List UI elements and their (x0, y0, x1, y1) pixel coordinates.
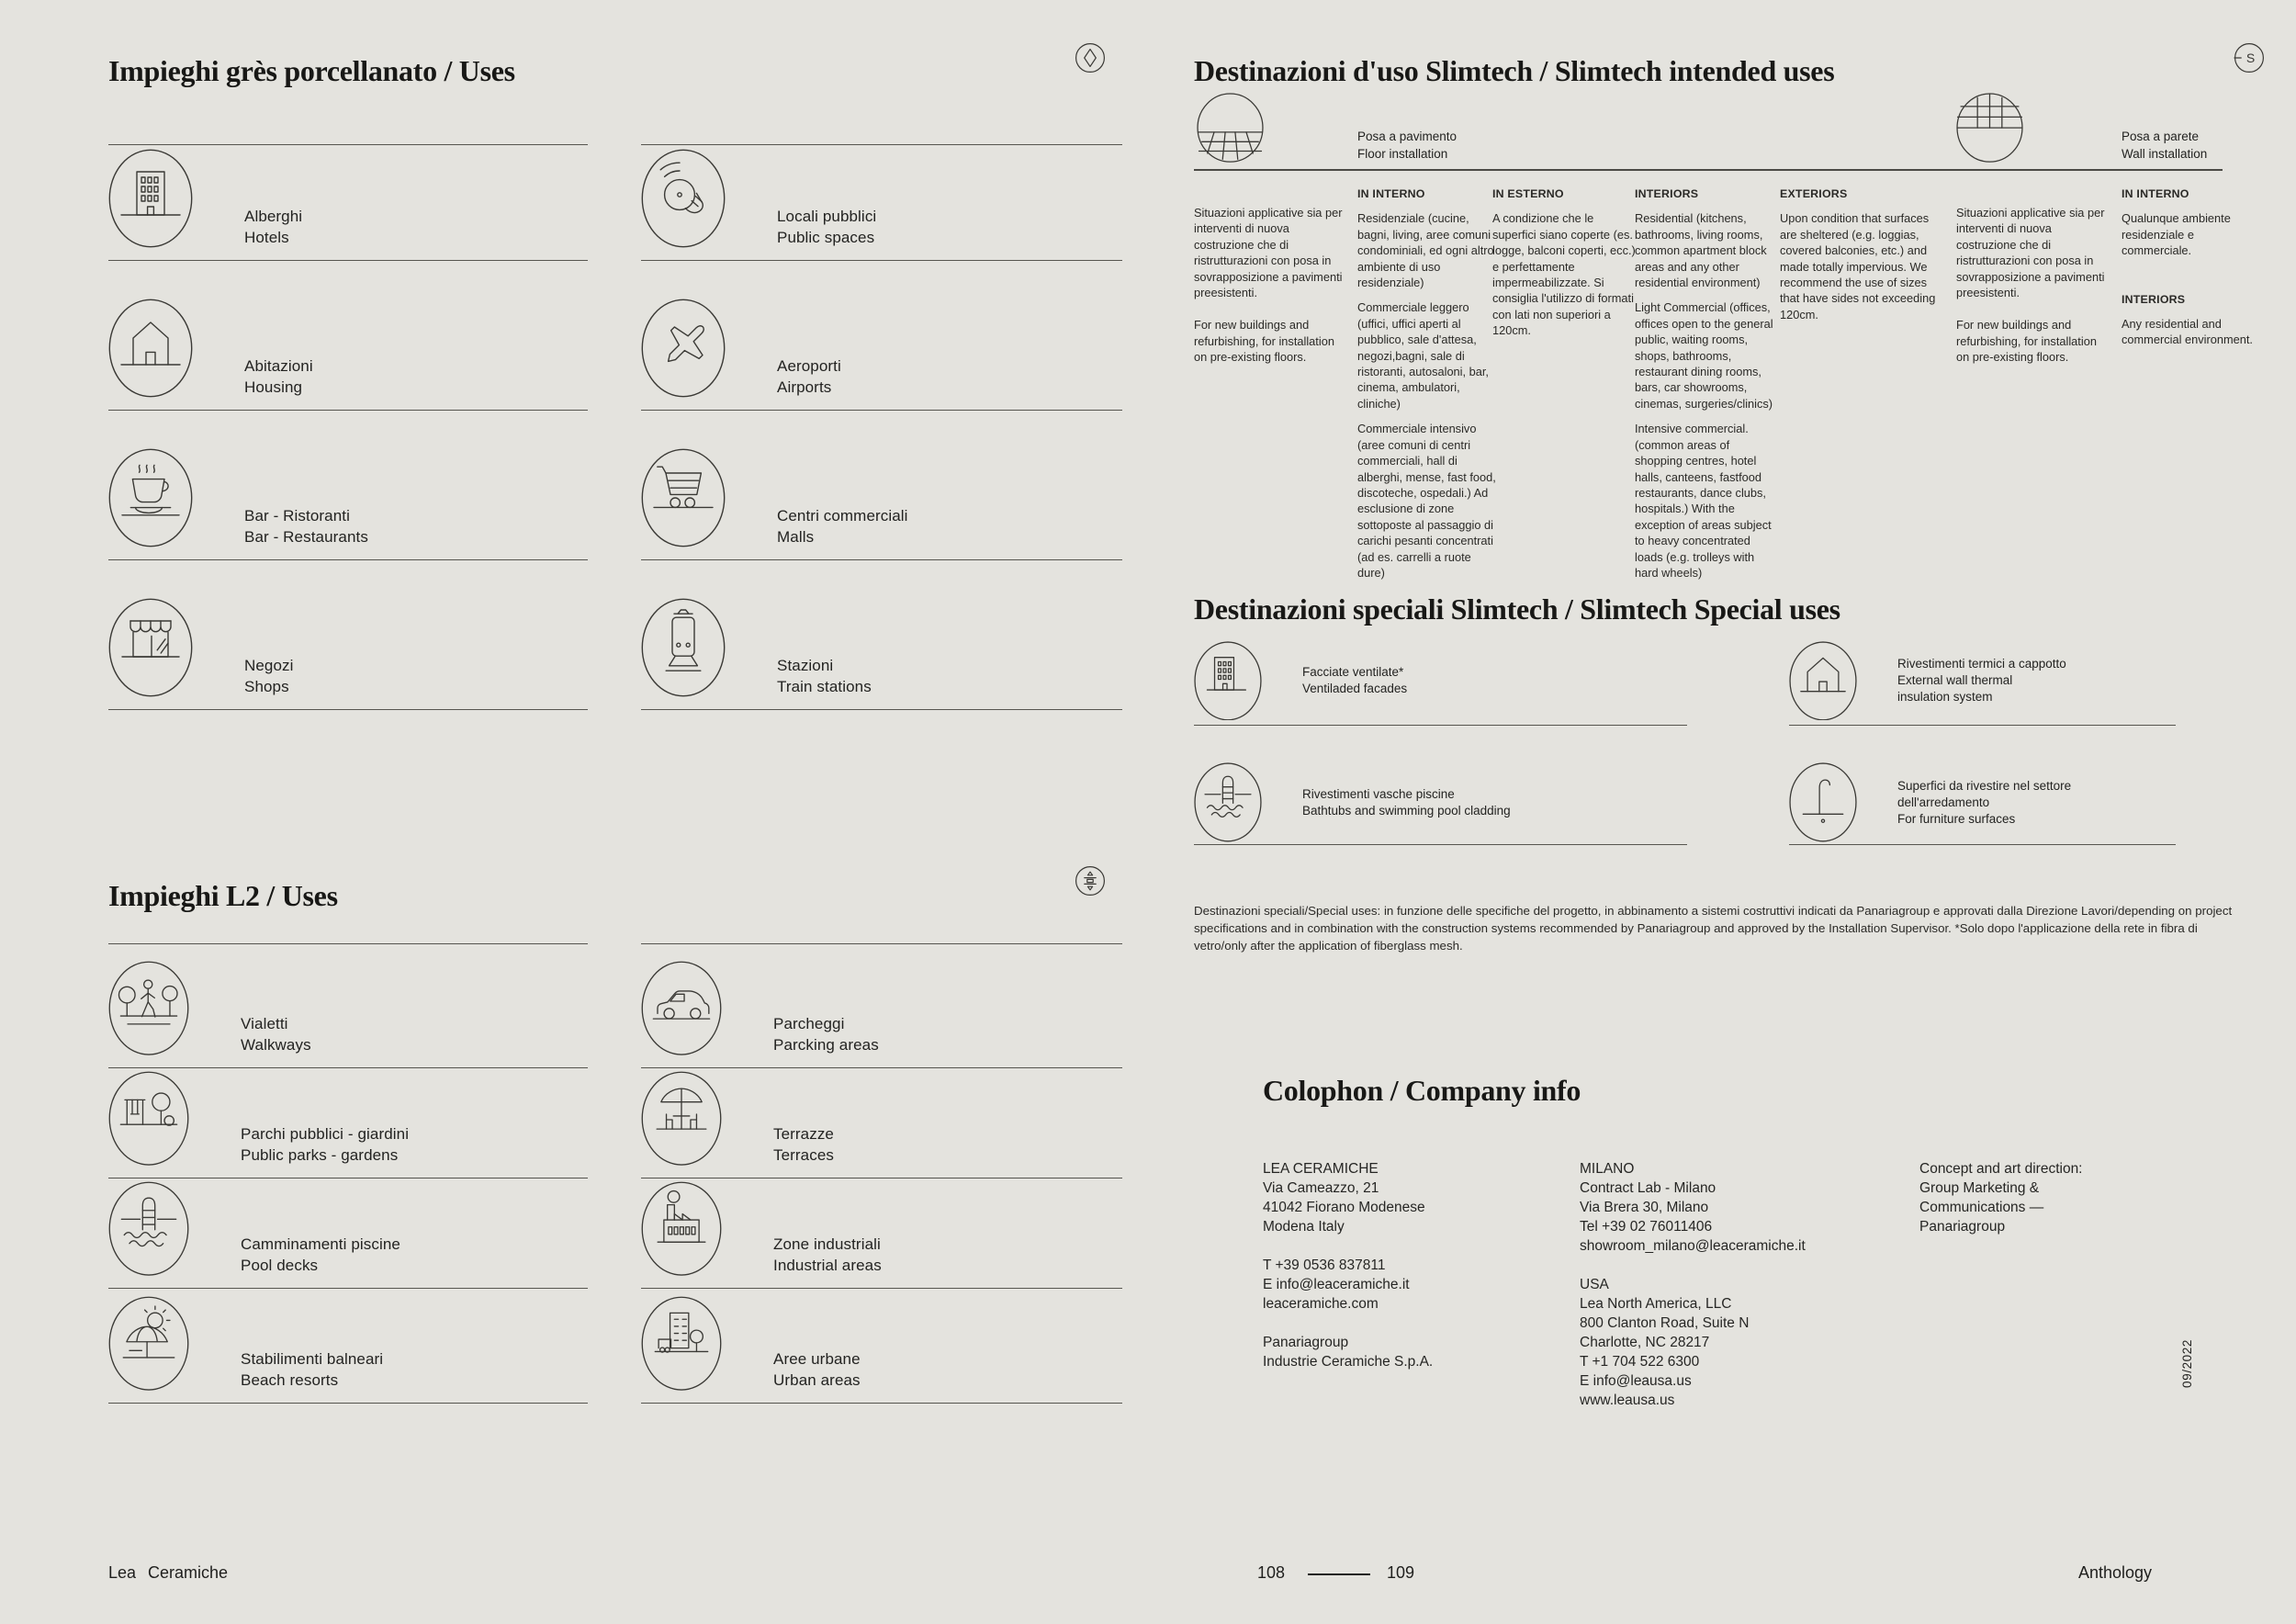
colophon-line: leaceramiche.com (1263, 1296, 1379, 1312)
special-label-line: Rivestimenti termici a cappotto (1897, 657, 2066, 671)
use-item-labels (241, 1235, 400, 1276)
use-label-it: Stazioni (777, 657, 834, 674)
colophon-line: Charlotte, NC 28217 (1580, 1335, 1710, 1350)
wall-label-en: Wall installation (2122, 147, 2208, 161)
special-item-labels (1302, 786, 1511, 819)
column-paragraph: Upon condition that surfaces are sheltered (e.g. loggias, covered balconies, etc.) and made totally impervious. We recommend the use of sizes that have sides not exceeding 120cm. (1780, 211, 1936, 321)
page-number-left: 108 (1257, 1563, 1286, 1582)
colophon-line: Group Marketing & (1919, 1180, 2040, 1196)
colophon-line: Modena Italy (1263, 1219, 1345, 1235)
use-label-it: Aree urbane (773, 1350, 861, 1368)
city-buildings-icon (641, 1296, 722, 1391)
use-item-labels (241, 1349, 383, 1391)
column-paragraph: Situazioni applicative sia per interventi di nuova costruzione che di ristrutturazioni con posa in sovrapposizione a pavimenti preesistenti. (1956, 206, 2105, 300)
use-label-en: Industrial areas (773, 1256, 882, 1274)
use-label-en: Pool decks (241, 1256, 319, 1274)
colophon-line: MILANO (1580, 1161, 1635, 1177)
colophon-column-locations (1580, 1159, 1896, 1410)
use-label-it: Aeroporti (777, 357, 841, 375)
use-item (641, 560, 1122, 710)
column-paragraph: Commerciale leggero (uffici, uffici aperti al pubblico, sale d'attesa, negozi,bagni, sale di ristoranti, autosaloni, bar, cinema, ambulatori, cliniche) (1357, 300, 1489, 411)
pavement-icon (1075, 865, 1106, 897)
use-label-it: Centri commerciali (777, 507, 908, 524)
use-label-en: Shops (244, 677, 289, 695)
use-item-labels (773, 1235, 882, 1276)
diamond-icon (1075, 42, 1106, 73)
colophon-line: T +39 0536 837811 (1263, 1257, 1386, 1273)
special-item-thermal-insulation (1789, 637, 2176, 726)
use-label-it: Zone industriali (773, 1235, 881, 1253)
footer-edition: Anthology (2078, 1563, 2153, 1582)
public-spaces-icon (641, 149, 726, 248)
wall-intro-column (1956, 186, 2108, 388)
use-item-labels (777, 506, 908, 547)
storefront-icon (108, 598, 193, 697)
column-header: EXTERIORS (1780, 187, 1848, 200)
special-item-pool-cladding (1194, 761, 1687, 845)
use-item (641, 411, 1122, 560)
colophon-line (1263, 1236, 1557, 1256)
use-label-it: Terrazze (773, 1125, 834, 1143)
colophon-line: Via Cameazzo, 21 (1263, 1180, 1379, 1196)
use-label-it: Alberghi (244, 208, 303, 225)
use-item-labels (244, 656, 294, 697)
wall-label-it: Posa a parete (2122, 130, 2200, 143)
use-label-it: Parcheggi (773, 1015, 845, 1032)
use-item (108, 560, 588, 710)
use-item (641, 261, 1122, 411)
beach-umbrella-icon (108, 1296, 189, 1391)
airplane-icon (641, 299, 726, 398)
colophon-line: Communications — (1919, 1200, 2044, 1215)
special-label-line: For furniture surfaces (1897, 811, 2016, 826)
special-label-line: dell'arredamento (1897, 795, 1990, 809)
use-item (108, 411, 588, 560)
parasol-table-icon (641, 1071, 722, 1166)
floor-installation-label (1357, 128, 1457, 163)
use-item (641, 144, 1122, 261)
section-title-gres-uses: Impieghi grès porcellanato / Uses (108, 54, 515, 88)
colophon-line: Lea North America, LLC (1580, 1296, 1732, 1312)
use-label-en: Housing (244, 378, 303, 396)
colophon-line: USA (1580, 1277, 1609, 1292)
colophon-line: T +1 704 522 6300 (1580, 1354, 1700, 1370)
special-label-line: Bathtubs and swimming pool cladding (1302, 803, 1511, 818)
use-item (108, 144, 588, 261)
use-label-it: Bar - Ristoranti (244, 507, 350, 524)
use-label-en: Bar - Restaurants (244, 527, 368, 546)
use-label-en: Malls (777, 527, 815, 546)
train-icon (641, 598, 726, 697)
column-paragraph: A condizione che le superfici siano coperte (es. logge, balconi coperti, ecc.) e perfettamente impermeabilizzate. Si consiglia l'utilizzo di formati con lati non superiori a 120cm. (1492, 211, 1636, 338)
use-label-it: Camminamenti piscine (241, 1235, 400, 1253)
special-label-line: Facciate ventilate* (1302, 665, 1404, 679)
use-item-labels (777, 207, 876, 248)
special-item-labels (1302, 664, 1407, 697)
colophon-line: 800 Clanton Road, Suite N (1580, 1315, 1750, 1331)
use-label-en: Hotels (244, 228, 289, 246)
use-label-en: Train stations (777, 677, 872, 695)
use-item-labels (241, 1014, 311, 1055)
special-label-line: Rivestimenti vasche piscine (1302, 786, 1455, 801)
ventilated-facade-icon (1194, 641, 1262, 721)
colophon-column-headquarters (1263, 1159, 1557, 1371)
section-title-l2-uses: Impieghi L2 / Uses (108, 879, 338, 913)
use-label-it: Stabilimenti balneari (241, 1350, 384, 1368)
floor-label-it: Posa a pavimento (1357, 130, 1458, 143)
use-label-it: Negozi (244, 657, 294, 674)
use-label-en: Airports (777, 378, 832, 396)
column-paragraph: Residential (kitchens, bathrooms, living rooms, common apartment block areas and any other residential environment) (1635, 211, 1767, 290)
special-item-labels (1897, 778, 2071, 828)
use-item-labels (241, 1124, 409, 1166)
car-icon (641, 961, 722, 1055)
colophon-line: Panariagroup (1263, 1335, 1349, 1350)
special-item-ventilated-facades (1194, 637, 1687, 726)
use-label-en: Urban areas (773, 1370, 861, 1389)
colophon-line: Concept and art direction: (1919, 1161, 2083, 1177)
edition-date: 09/2022 (2180, 1339, 2194, 1388)
furniture-surface-icon (1789, 762, 1857, 842)
horizontal-rule (1194, 169, 2223, 171)
use-item-labels (773, 1014, 879, 1055)
use-item-labels (244, 506, 368, 547)
column-paragraph: Light Commercial (offices, offices open to the general public, waiting rooms, shops, bathrooms, restaurant dining rooms, bars, car showrooms, cinemas, surgeries/clinics) (1635, 300, 1773, 411)
pool-ladder-icon (108, 1181, 189, 1276)
column-paragraph: Intensive commercial. (common areas of shopping centres, hotel halls, canteens, fastfood restaurants, dance clubs, hospitals.) With the exception of areas subject to heavy concentrated loads (e.g. trolleys with hard wheels) (1635, 422, 1772, 580)
use-item (108, 261, 588, 411)
wall-installation-label (2122, 128, 2207, 163)
use-label-it: Vialetti (241, 1015, 288, 1032)
special-item-furniture-surfaces (1789, 761, 2176, 845)
colophon-line: 41042 Fiorano Modenese (1263, 1200, 1425, 1215)
use-label-en: Walkways (241, 1035, 311, 1054)
page-number-right: 109 (1387, 1563, 1415, 1582)
svg-text:S: S (2245, 51, 2256, 65)
special-label-line: Superfici da rivestire nel settore (1897, 778, 2072, 793)
wall-interiors-column (2122, 186, 2267, 381)
colophon-line: showroom_milano@leaceramiche.it (1580, 1238, 1806, 1254)
use-item (108, 1179, 588, 1289)
column-header: INTERIORS (2122, 292, 2186, 306)
floor-interiors-column (1635, 186, 1774, 603)
pool-cladding-icon (1194, 762, 1262, 842)
special-uses-disclaimer: Destinazioni speciali/Special uses: in funzione delle specifiche del progetto, in abbinamento a sistemi costruttivi indicati da Panariagroup e approvati dalla Direzione Lavori/depending on project specifications and in combination with the construction systems recommended by Panariagroup and approved by the Installation Supervisor. *Solo dopo l'applicazione della rete in fibra di vetro/only after the application of fiberglass mesh. (1194, 904, 2233, 953)
column-paragraph: For new buildings and refurbishing, for installation on pre-existing floors. (1194, 318, 1334, 365)
column-header: INTERIORS (1635, 187, 1699, 200)
use-label-it: Locali pubblici (777, 208, 877, 225)
slimtech-icon (2234, 42, 2265, 73)
hotel-icon (108, 149, 193, 248)
colophon-line: www.leausa.us (1580, 1393, 1675, 1408)
column-paragraph: Any residential and commercial environment. (2122, 317, 2253, 347)
colophon-line: E info@leausa.us (1580, 1373, 1692, 1389)
special-label-line: Ventiladed facades (1302, 682, 1408, 695)
section-title-intended-uses: Destinazioni d'uso Slimtech / Slimtech intended uses (1194, 54, 1835, 88)
factory-icon (641, 1181, 722, 1276)
use-label-en: Terraces (773, 1145, 834, 1164)
coffee-cup-icon (108, 448, 193, 547)
page-number-dash (1308, 1573, 1370, 1575)
use-label-en: Beach resorts (241, 1370, 339, 1389)
use-item (641, 1179, 1122, 1289)
column-header: IN INTERNO (1357, 187, 1425, 200)
column-paragraph: Commerciale intensivo (aree comuni di centri commerciali, hall di alberghi, mense, fast food, discoteche, ospedali.) Ad esclusione di zone sottoposte al passaggio di carichi pesanti concentrati (ad es. carrelli a ruote dure) (1357, 422, 1496, 580)
shopping-cart-icon (641, 448, 726, 547)
gres-uses-grid (108, 144, 1122, 710)
use-label-en: Public parks - gardens (241, 1145, 399, 1164)
column-paragraph: Situazioni applicative sia per interventi di nuova costruzione che di ristrutturazioni con posa in sovrapposizione a pavimenti preesistenti. (1194, 206, 1343, 300)
use-item (641, 1068, 1122, 1179)
wall-installation-icon (1956, 93, 2023, 163)
house-icon (108, 299, 193, 398)
colophon-line: Tel +39 02 76011406 (1580, 1219, 1713, 1235)
floor-intro-column (1194, 186, 1343, 388)
section-title-colophon: Colophon / Company info (1263, 1074, 1581, 1108)
column-paragraph: Residenziale (cucine, bagni, living, aree comuni condominiali, ed ogni altro ambiente di uso residenziale) (1357, 211, 1494, 290)
use-item-labels (244, 356, 313, 398)
section-title-special-uses: Destinazioni speciali Slimtech / Slimtech Special uses (1194, 592, 1840, 626)
use-item-labels (777, 356, 841, 398)
footer-brand: Lea Ceramiche (108, 1563, 229, 1582)
use-item (108, 943, 588, 1068)
column-paragraph: Qualunque ambiente residenziale e commerciale. (2122, 211, 2231, 258)
special-label-line: insulation system (1897, 690, 1993, 704)
colophon-line (1263, 1314, 1557, 1333)
thermal-insulation-house-icon (1789, 641, 1857, 721)
floor-installation-icon (1197, 93, 1264, 163)
use-item (108, 1068, 588, 1179)
colophon-line (1580, 1256, 1896, 1275)
use-label-it: Abitazioni (244, 357, 313, 375)
colophon-column-credits (1919, 1159, 2190, 1236)
l2-uses-grid (108, 943, 1122, 1404)
use-item-labels (773, 1349, 861, 1391)
column-paragraph: For new buildings and refurbishing, for installation on pre-existing floors. (1956, 318, 2097, 365)
colophon-line: Industrie Ceramiche S.p.A. (1263, 1354, 1434, 1370)
column-header: IN ESTERNO (1492, 187, 1564, 200)
special-label-line: External wall thermal (1897, 673, 2013, 687)
floor-exteriors-column (1780, 186, 1943, 344)
use-item-labels (773, 1124, 834, 1166)
colophon-line: LEA CERAMICHE (1263, 1161, 1379, 1177)
use-item-labels (244, 207, 302, 248)
floor-label-en: Floor installation (1357, 147, 1448, 161)
use-item-labels (777, 656, 872, 697)
colophon-line: Via Brera 30, Milano (1580, 1200, 1709, 1215)
use-item (641, 1289, 1122, 1404)
colophon-line: Contract Lab - Milano (1580, 1180, 1716, 1196)
use-item (108, 1289, 588, 1404)
use-label-en: Parcking areas (773, 1035, 879, 1054)
colophon-line: Panariagroup (1919, 1219, 2006, 1235)
floor-in-interno-column (1357, 186, 1497, 603)
floor-in-esterno-column (1492, 186, 1639, 361)
column-header: IN INTERNO (2122, 187, 2189, 200)
special-item-labels (1897, 656, 2066, 705)
use-label-en: Public spaces (777, 228, 875, 246)
colophon-line: E info@leaceramiche.it (1263, 1277, 1410, 1292)
use-label-it: Parchi pubblici - giardini (241, 1125, 410, 1143)
playground-icon (108, 1071, 189, 1166)
pedestrian-icon (108, 961, 189, 1055)
use-item (641, 943, 1122, 1068)
